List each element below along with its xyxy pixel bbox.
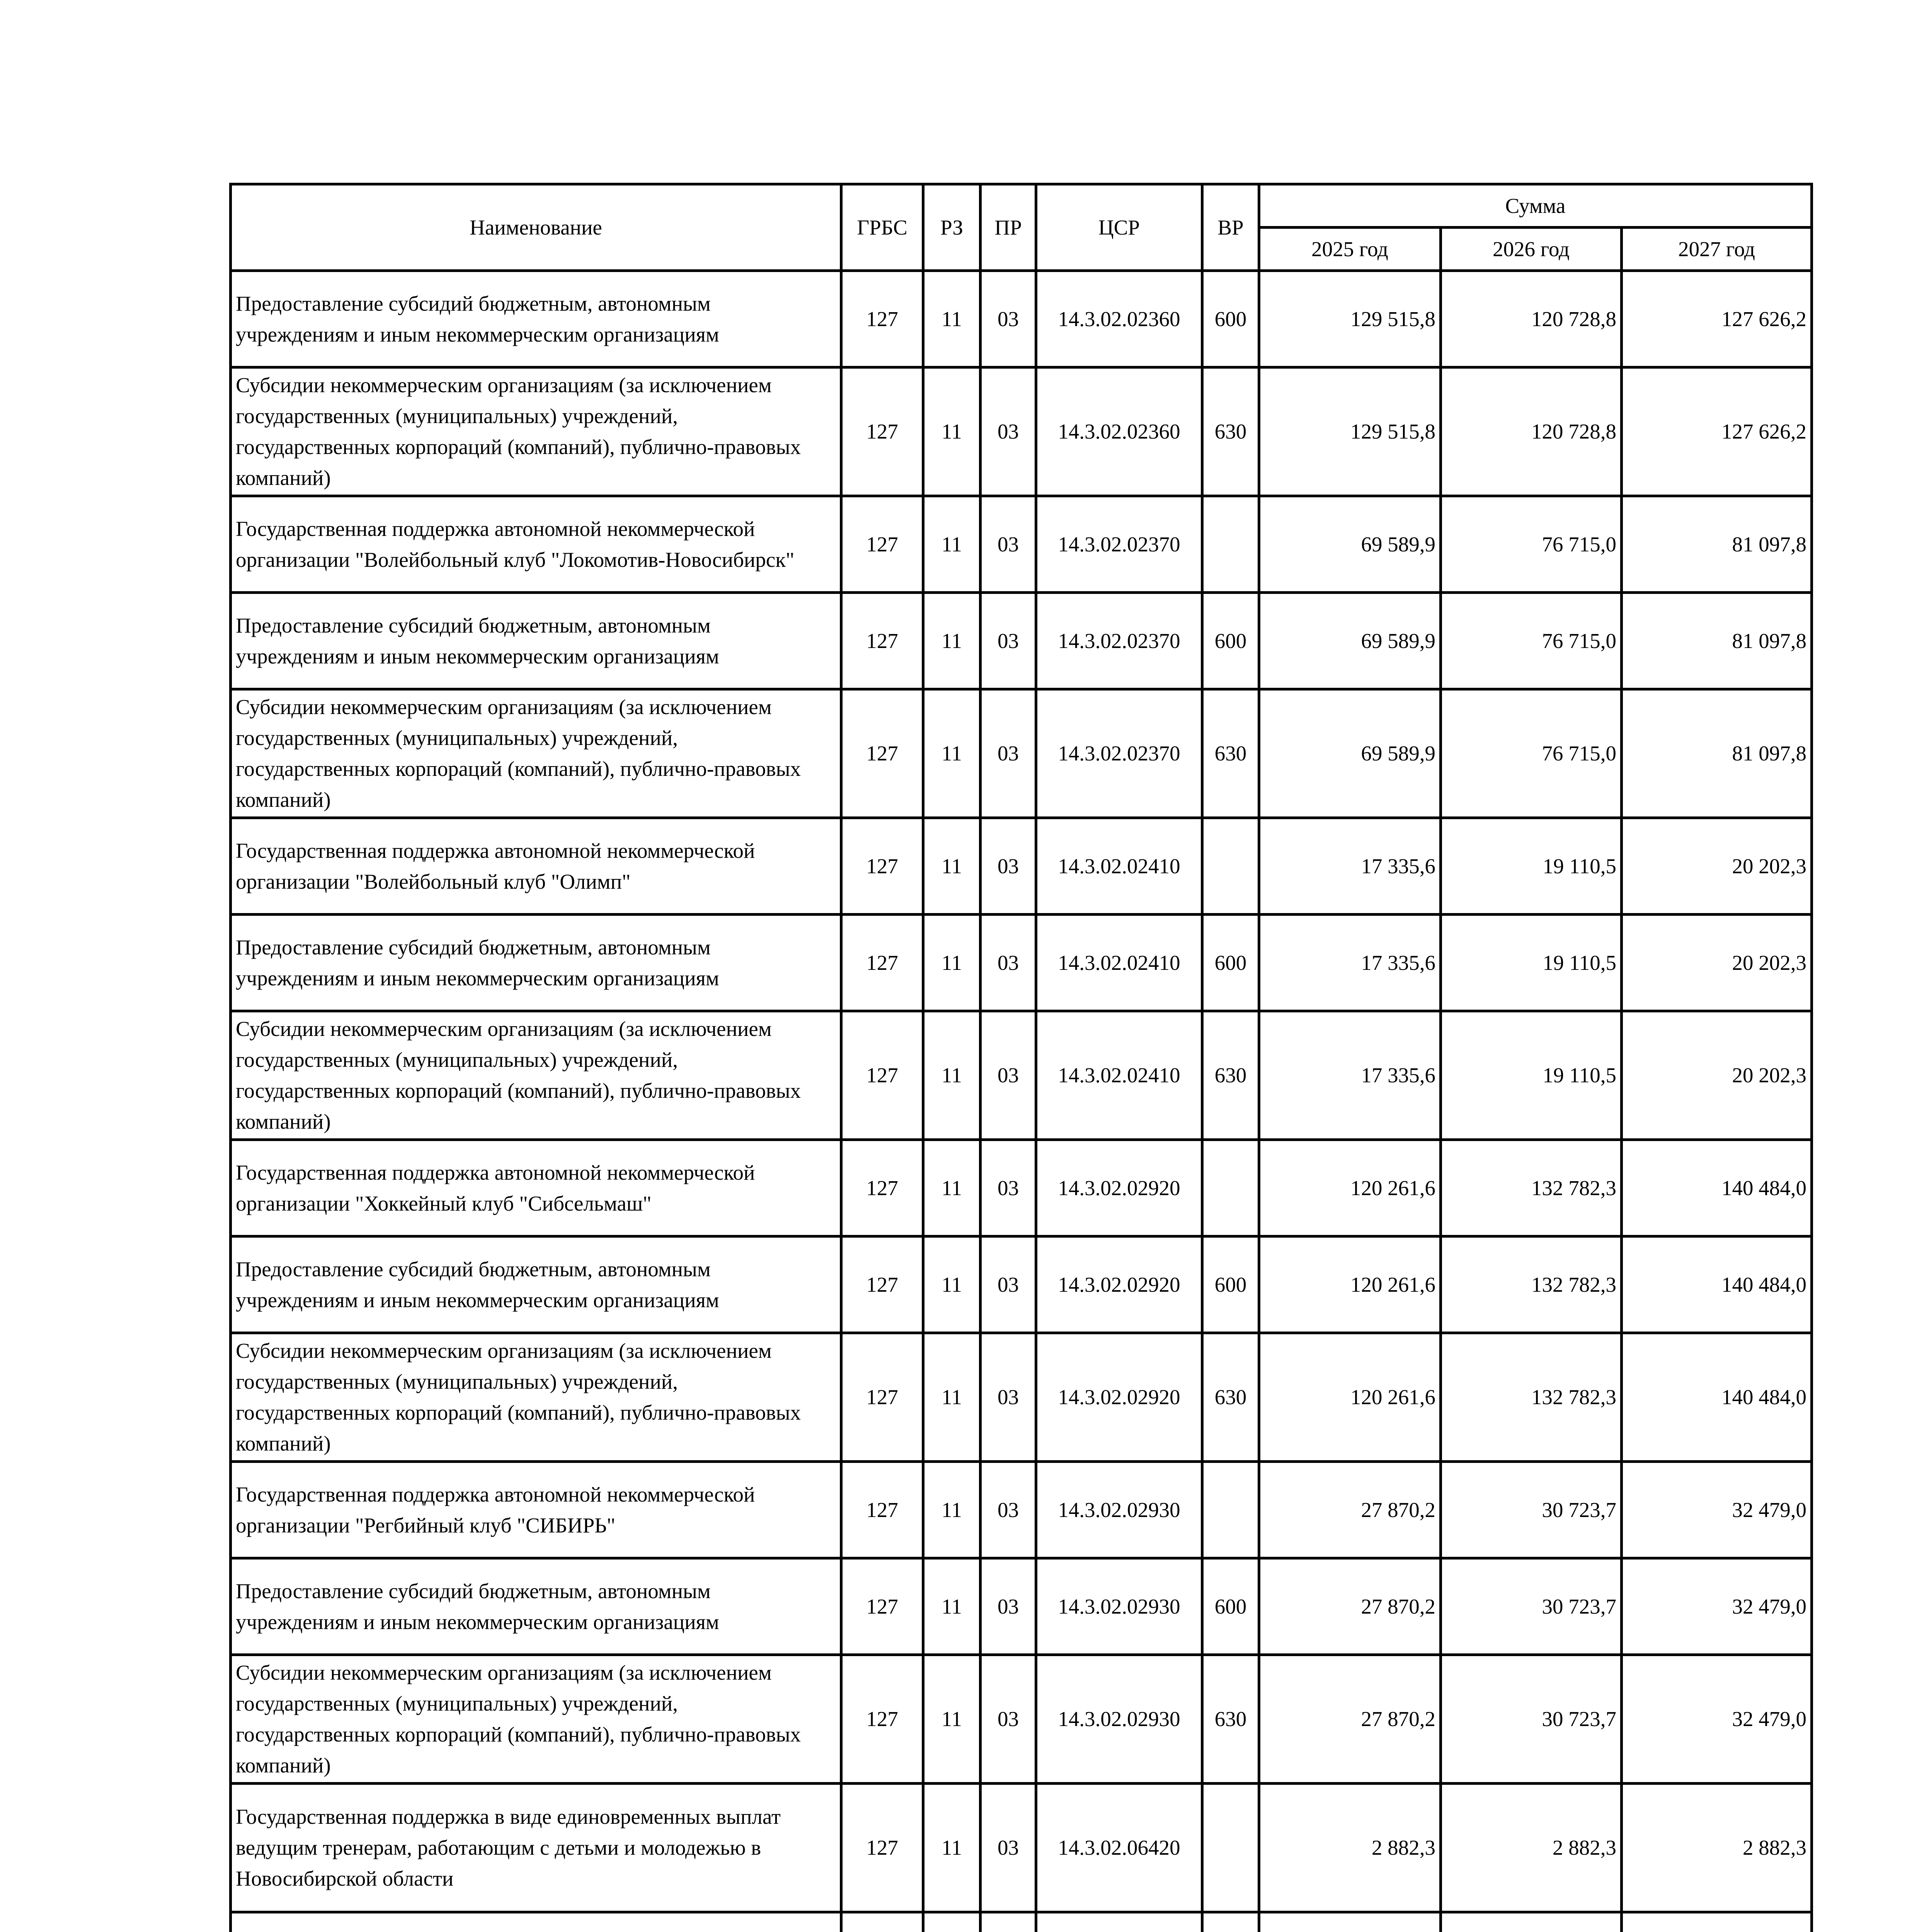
- table-row: [231, 1140, 1812, 1236]
- cell-pr: 03: [981, 1140, 1036, 1236]
- cell-csr: 14.3.02.02920: [1036, 1140, 1202, 1236]
- cell-csr: 14.3.02.02410: [1036, 818, 1202, 915]
- table-row: [231, 1462, 1812, 1558]
- cell-name: Субсидии некоммерческим организациям (за исключением государственных (муниципальных) учреждений, государственных корпораций (компаний), публично-правовых компаний): [231, 1011, 841, 1140]
- cell-sum-2026: 76 715,0: [1441, 593, 1622, 689]
- cell-sum-2027: 32 479,0: [1622, 1558, 1812, 1655]
- header-year-2026: 2026 год: [1441, 228, 1622, 271]
- cell-name: Государственная поддержка в виде единовременных выплат ведущим тренерам, работающим с детьми и молодежью в Новосибирской области: [231, 1784, 841, 1912]
- cell-sum-2025: 17 335,6: [1259, 818, 1441, 915]
- cell-sum-2026: 76 715,0: [1441, 689, 1622, 818]
- cell-sum-2025: 120 261,6: [1259, 1236, 1441, 1333]
- cell-grbs: 127: [841, 593, 923, 689]
- cell-name: Субсидии некоммерческим организациям (за исключением государственных (муниципальных) учреждений, государственных корпораций (компаний), публично-правовых компаний): [231, 367, 841, 496]
- cell-vr: [1202, 496, 1259, 593]
- cell-pr: 03: [981, 689, 1036, 818]
- cell-name: Государственная поддержка автономной некоммерческой организации "Хоккейный клуб "Сибсельмаш": [231, 1140, 841, 1236]
- cell-vr: 630: [1202, 689, 1259, 818]
- cell-sum-2025: 120 261,6: [1259, 1140, 1441, 1236]
- cell-vr: [1202, 1462, 1259, 1558]
- cell-csr: [1036, 1912, 1202, 1932]
- cell-vr: [1202, 1784, 1259, 1912]
- cell-rz: 11: [923, 1011, 981, 1140]
- table-row: [231, 1784, 1812, 1912]
- header-sum: Сумма: [1259, 184, 1812, 228]
- table-header: [231, 184, 1812, 271]
- table-row: [231, 1912, 1812, 1932]
- table-row: [231, 367, 1812, 496]
- cell-sum-2027: 127 626,2: [1622, 271, 1812, 367]
- cell-sum-2025: 69 589,9: [1259, 689, 1441, 818]
- cell-sum-2025: [1259, 1912, 1441, 1932]
- cell-sum-2025: 129 515,8: [1259, 271, 1441, 367]
- cell-grbs: 127: [841, 689, 923, 818]
- cell-rz: 11: [923, 1784, 981, 1912]
- cell-grbs: 127: [841, 1140, 923, 1236]
- cell-grbs: 127: [841, 1011, 923, 1140]
- cell-vr: 600: [1202, 1558, 1259, 1655]
- cell-csr: 14.3.02.02930: [1036, 1558, 1202, 1655]
- cell-name: Предоставление субсидий бюджетным, автономным учреждениям и иным некоммерческим организациям: [231, 1236, 841, 1333]
- cell-csr: 14.3.02.02370: [1036, 689, 1202, 818]
- cell-sum-2027: 32 479,0: [1622, 1655, 1812, 1784]
- cell-name: [231, 1912, 841, 1932]
- cell-pr: 03: [981, 1011, 1036, 1140]
- cell-pr: 03: [981, 1655, 1036, 1784]
- cell-rz: 11: [923, 496, 981, 593]
- table-row: [231, 1236, 1812, 1333]
- cell-csr: 14.3.02.02920: [1036, 1333, 1202, 1462]
- cell-pr: 03: [981, 1558, 1036, 1655]
- cell-csr: 14.3.02.02410: [1036, 1011, 1202, 1140]
- header-grbs: ГРБС: [841, 184, 923, 271]
- cell-pr: 03: [981, 915, 1036, 1011]
- table-row: [231, 593, 1812, 689]
- cell-name: Субсидии некоммерческим организациям (за исключением государственных (муниципальных) учреждений, государственных корпораций (компаний), публично-правовых компаний): [231, 1333, 841, 1462]
- table-row: [231, 689, 1812, 818]
- cell-grbs: 127: [841, 1236, 923, 1333]
- cell-csr: 14.3.02.02920: [1036, 1236, 1202, 1333]
- cell-rz: 11: [923, 1655, 981, 1784]
- table-row: [231, 1333, 1812, 1462]
- header-vr: ВР: [1202, 184, 1259, 271]
- cell-grbs: 127: [841, 1784, 923, 1912]
- cell-sum-2026: 19 110,5: [1441, 915, 1622, 1011]
- cell-vr: [1202, 1912, 1259, 1932]
- cell-sum-2026: 132 782,3: [1441, 1236, 1622, 1333]
- cell-grbs: 127: [841, 1655, 923, 1784]
- cell-pr: 03: [981, 818, 1036, 915]
- cell-sum-2026: 30 723,7: [1441, 1462, 1622, 1558]
- cell-vr: 630: [1202, 367, 1259, 496]
- cell-sum-2026: 2 882,3: [1441, 1784, 1622, 1912]
- cell-sum-2026: 19 110,5: [1441, 818, 1622, 915]
- cell-grbs: 127: [841, 1462, 923, 1558]
- cell-grbs: 127: [841, 367, 923, 496]
- header-csr: ЦСР: [1036, 184, 1202, 271]
- table-row: [231, 271, 1812, 367]
- cell-csr: 14.3.02.06420: [1036, 1784, 1202, 1912]
- cell-sum-2026: 19 110,5: [1441, 1011, 1622, 1140]
- cell-sum-2027: 81 097,8: [1622, 593, 1812, 689]
- cell-name: Предоставление субсидий бюджетным, автономным учреждениям и иным некоммерческим организациям: [231, 915, 841, 1011]
- cell-rz: 11: [923, 689, 981, 818]
- cell-name: Предоставление субсидий бюджетным, автономным учреждениям и иным некоммерческим организациям: [231, 271, 841, 367]
- cell-grbs: 127: [841, 1558, 923, 1655]
- cell-sum-2027: 127 626,2: [1622, 367, 1812, 496]
- cell-grbs: 127: [841, 818, 923, 915]
- cell-sum-2026: 132 782,3: [1441, 1333, 1622, 1462]
- cell-rz: 11: [923, 1462, 981, 1558]
- cell-csr: 14.3.02.02370: [1036, 593, 1202, 689]
- table-row: [231, 1655, 1812, 1784]
- cell-pr: 03: [981, 1333, 1036, 1462]
- cell-csr: 14.3.02.02930: [1036, 1655, 1202, 1784]
- cell-name: Предоставление субсидий бюджетным, автономным учреждениям и иным некоммерческим организациям: [231, 1558, 841, 1655]
- cell-vr: 630: [1202, 1011, 1259, 1140]
- cell-sum-2025: 120 261,6: [1259, 1333, 1441, 1462]
- cell-name: Государственная поддержка автономной некоммерческой организации "Волейбольный клуб "Олимп": [231, 818, 841, 915]
- cell-pr: 03: [981, 271, 1036, 367]
- cell-sum-2026: 76 715,0: [1441, 496, 1622, 593]
- cell-name: Субсидии некоммерческим организациям (за исключением государственных (муниципальных) учреждений, государственных корпораций (компаний), публично-правовых компаний): [231, 689, 841, 818]
- cell-rz: 11: [923, 1558, 981, 1655]
- cell-vr: 600: [1202, 1236, 1259, 1333]
- cell-rz: 11: [923, 1140, 981, 1236]
- cell-sum-2027: 81 097,8: [1622, 496, 1812, 593]
- cell-name: Предоставление субсидий бюджетным, автономным учреждениям и иным некоммерческим организациям: [231, 593, 841, 689]
- header-rz: РЗ: [923, 184, 981, 271]
- table-row: [231, 818, 1812, 915]
- table-row: [231, 1558, 1812, 1655]
- cell-csr: 14.3.02.02370: [1036, 496, 1202, 593]
- cell-rz: 11: [923, 367, 981, 496]
- cell-sum-2025: 69 589,9: [1259, 496, 1441, 593]
- cell-sum-2027: 2 882,3: [1622, 1784, 1812, 1912]
- cell-sum-2026: 30 723,7: [1441, 1655, 1622, 1784]
- cell-grbs: 127: [841, 915, 923, 1011]
- cell-csr: 14.3.02.02410: [1036, 915, 1202, 1011]
- cell-sum-2025: 27 870,2: [1259, 1655, 1441, 1784]
- cell-sum-2025: 27 870,2: [1259, 1558, 1441, 1655]
- cell-pr: 03: [981, 1462, 1036, 1558]
- cell-csr: 14.3.02.02360: [1036, 367, 1202, 496]
- cell-grbs: [841, 1912, 923, 1932]
- cell-pr: [981, 1912, 1036, 1932]
- header-year-2027: 2027 год: [1622, 228, 1812, 271]
- cell-sum-2025: 2 882,3: [1259, 1784, 1441, 1912]
- cell-sum-2027: 140 484,0: [1622, 1140, 1812, 1236]
- cell-vr: 600: [1202, 593, 1259, 689]
- cell-pr: 03: [981, 367, 1036, 496]
- cell-sum-2027: 140 484,0: [1622, 1236, 1812, 1333]
- cell-sum-2027: 20 202,3: [1622, 915, 1812, 1011]
- cell-sum-2026: 120 728,8: [1441, 271, 1622, 367]
- cell-rz: 11: [923, 1236, 981, 1333]
- table-row: [231, 915, 1812, 1011]
- cell-sum-2027: 20 202,3: [1622, 1011, 1812, 1140]
- cell-vr: 630: [1202, 1655, 1259, 1784]
- cell-rz: 11: [923, 593, 981, 689]
- cell-pr: 03: [981, 496, 1036, 593]
- cell-rz: 11: [923, 818, 981, 915]
- cell-vr: 600: [1202, 271, 1259, 367]
- cell-vr: [1202, 818, 1259, 915]
- cell-sum-2027: 20 202,3: [1622, 818, 1812, 915]
- cell-sum-2027: 32 479,0: [1622, 1462, 1812, 1558]
- cell-sum-2027: 81 097,8: [1622, 689, 1812, 818]
- cell-sum-2025: 69 589,9: [1259, 593, 1441, 689]
- cell-name: Государственная поддержка автономной некоммерческой организации "Регбийный клуб "СИБИРЬ": [231, 1462, 841, 1558]
- header-name: Наименование: [231, 184, 841, 271]
- cell-rz: 11: [923, 1333, 981, 1462]
- cell-csr: 14.3.02.02360: [1036, 271, 1202, 367]
- header-pr: ПР: [981, 184, 1036, 271]
- header-year-2025: 2025 год: [1259, 228, 1441, 271]
- cell-sum-2025: 129 515,8: [1259, 367, 1441, 496]
- cell-sum-2025: 27 870,2: [1259, 1462, 1441, 1558]
- cell-csr: 14.3.02.02930: [1036, 1462, 1202, 1558]
- table-row: [231, 496, 1812, 593]
- cell-vr: 630: [1202, 1333, 1259, 1462]
- cell-vr: 600: [1202, 915, 1259, 1011]
- cell-vr: [1202, 1140, 1259, 1236]
- table-row: [231, 1011, 1812, 1140]
- cell-grbs: 127: [841, 271, 923, 367]
- cell-sum-2026: [1441, 1912, 1622, 1932]
- cell-sum-2025: 17 335,6: [1259, 915, 1441, 1011]
- cell-grbs: 127: [841, 1333, 923, 1462]
- cell-sum-2027: 140 484,0: [1622, 1333, 1812, 1462]
- cell-sum-2026: 120 728,8: [1441, 367, 1622, 496]
- cell-sum-2027: [1622, 1912, 1812, 1932]
- cell-sum-2026: 132 782,3: [1441, 1140, 1622, 1236]
- cell-pr: 03: [981, 1236, 1036, 1333]
- cell-rz: [923, 1912, 981, 1932]
- cell-rz: 11: [923, 915, 981, 1011]
- cell-pr: 03: [981, 1784, 1036, 1912]
- cell-rz: 11: [923, 271, 981, 367]
- cell-grbs: 127: [841, 496, 923, 593]
- cell-name: Государственная поддержка автономной некоммерческой организации "Волейбольный клуб "Локомотив-Новосибирск": [231, 496, 841, 593]
- cell-pr: 03: [981, 593, 1036, 689]
- cell-sum-2025: 17 335,6: [1259, 1011, 1441, 1140]
- table-body: [231, 271, 1812, 1932]
- budget-table: [229, 183, 1813, 1932]
- cell-name: Субсидии некоммерческим организациям (за исключением государственных (муниципальных) учреждений, государственных корпораций (компаний), публично-правовых компаний): [231, 1655, 841, 1784]
- cell-sum-2026: 30 723,7: [1441, 1558, 1622, 1655]
